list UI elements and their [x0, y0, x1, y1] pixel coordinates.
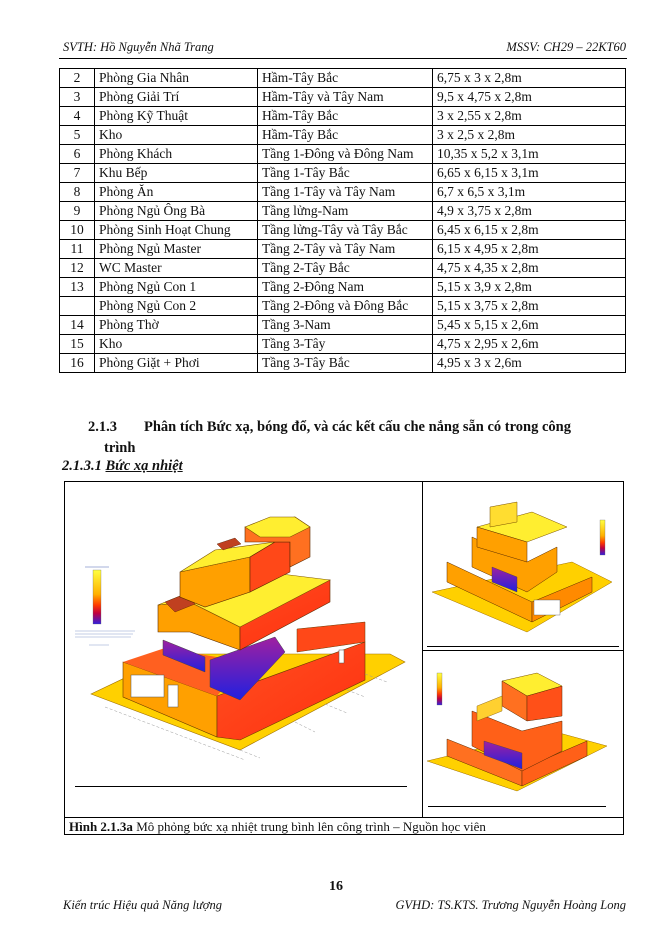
room-position: Tầng 1-Tây Bắc [258, 164, 433, 183]
table-row [60, 297, 626, 316]
room-number: 10 [60, 221, 95, 240]
room-position: Tầng 3-Tây [258, 335, 433, 354]
image-bottom-rule [428, 806, 606, 807]
room-dimensions: 5,15 x 3,75 x 2,8m [433, 297, 626, 316]
ground-door [168, 685, 178, 707]
room-dimensions: 4,95 x 3 x 2,6m [433, 354, 626, 373]
terrace [477, 696, 502, 721]
figure-frame [64, 481, 624, 835]
radiation-top-right-svg [422, 482, 623, 649]
room-position: Hầm-Tây Bắc [258, 69, 433, 88]
header-student: SVTH: Hồ Nguyễn Nhã Trang [63, 40, 214, 54]
table-row [60, 354, 626, 373]
room-number: 9 [60, 202, 95, 221]
table-row [60, 145, 626, 164]
legend-gradient-bar [93, 570, 101, 624]
room-position: Tầng 2-Tây và Tây Nam [258, 240, 433, 259]
ground-window [534, 600, 560, 615]
room-position: Tầng 2-Đông và Đông Bắc [258, 297, 433, 316]
subsection-title: Bức xạ nhiệt [105, 458, 183, 474]
room-position: Tầng lửng-Nam [258, 202, 433, 221]
room-number: 3 [60, 88, 95, 107]
room-number: 6 [60, 145, 95, 164]
room-dimensions: 6,45 x 6,15 x 2,8m [433, 221, 626, 240]
room-dimensions: 6,65 x 6,15 x 3,1m [433, 164, 626, 183]
caption-text: Mô phỏng bức xạ nhiệt trung bình lên công trình – Nguồn học viên [132, 819, 486, 834]
table-row [60, 202, 626, 221]
room-name: Phòng Giặt + Phơi [95, 354, 258, 373]
room-name: Phòng Khách [95, 145, 258, 164]
room-name: WC Master [95, 259, 258, 278]
room-number: 7 [60, 164, 95, 183]
section-number: 2.1.3 [88, 419, 117, 435]
table-row [60, 335, 626, 354]
table-row [60, 107, 626, 126]
table-row [60, 259, 626, 278]
room-number: 11 [60, 240, 95, 259]
room-dimensions: 4,75 x 2,95 x 2,6m [433, 335, 626, 354]
room-name: Phòng Thờ [95, 316, 258, 335]
room-position: Tầng 1-Tây và Tây Nam [258, 183, 433, 202]
room-number: 15 [60, 335, 95, 354]
room-position: Hầm-Tây Bắc [258, 107, 433, 126]
room-number: 14 [60, 316, 95, 335]
header-student-id: MSSV: CH29 – 22KT60 [506, 40, 626, 54]
section-title-line1: Phân tích Bức xạ, bóng đổ, và các kết cấu che nắng sẵn có trong công [144, 419, 571, 435]
room-name: Phòng Gia Nhân [95, 69, 258, 88]
table-row [60, 88, 626, 107]
room-name: Kho [95, 335, 258, 354]
room-name: Kho [95, 126, 258, 145]
room-name: Phòng Giải Trí [95, 88, 258, 107]
room-position: Tầng 3-Tây Bắc [258, 354, 433, 373]
room-name: Phòng Ngủ Con 1 [95, 278, 258, 297]
room-dimensions: 6,7 x 6,5 x 3,1m [433, 183, 626, 202]
room-table [59, 68, 626, 373]
room-number: 4 [60, 107, 95, 126]
room-dimensions: 10,35 x 5,2 x 3,1m [433, 145, 626, 164]
room-name: Khu Bếp [95, 164, 258, 183]
room-dimensions: 4,9 x 3,75 x 2,8m [433, 202, 626, 221]
image-bottom-rule [75, 786, 407, 787]
table-row [60, 221, 626, 240]
subsection-heading [62, 458, 183, 475]
radiation-view-main [65, 482, 423, 817]
footer-supervisor: GVHD: TS.KTS. Trương Nguyễn Hoàng Long [395, 898, 626, 912]
radiation-main-svg [65, 482, 422, 817]
room-dimensions: 6,75 x 3 x 2,8m [433, 69, 626, 88]
room-name: Phòng Sinh Hoạt Chung [95, 221, 258, 240]
room-position: Tầng 1-Đông và Đông Nam [258, 145, 433, 164]
room-position: Tầng 2-Tây Bắc [258, 259, 433, 278]
room-number: 13 [60, 278, 95, 297]
table-row [60, 240, 626, 259]
room-number: 12 [60, 259, 95, 278]
section-heading [88, 417, 628, 459]
room-dimensions: 3 x 2,5 x 2,8m [433, 126, 626, 145]
image-bottom-rule [427, 646, 619, 647]
radiation-view-top-right [422, 482, 623, 649]
room-dimensions: 4,75 x 4,35 x 2,8m [433, 259, 626, 278]
caption-label: Hình 2.1.3a [69, 819, 133, 834]
table-row [60, 316, 626, 335]
radiation-view-bottom-right [422, 651, 623, 817]
room-dimensions: 9,5 x 4,75 x 2,8m [433, 88, 626, 107]
page-number: 16 [329, 879, 343, 894]
room-number: 8 [60, 183, 95, 202]
room-position: Hầm-Tây Bắc [258, 126, 433, 145]
ground-window-1 [131, 675, 164, 697]
room-name: Phòng Ngủ Master [95, 240, 258, 259]
legend-gradient-bar [600, 520, 605, 555]
table-row [60, 164, 626, 183]
radiation-bottom-right-svg [422, 651, 623, 817]
room-position: Hầm-Tây và Tây Nam [258, 88, 433, 107]
subsection-number: 2.1.3.1 [62, 458, 102, 474]
section-title-line2: trình [104, 440, 136, 456]
room-position: Tầng 2-Đông Nam [258, 278, 433, 297]
room-number: 16 [60, 354, 95, 373]
color-legend [75, 567, 135, 645]
table-row [60, 183, 626, 202]
table-row [60, 278, 626, 297]
room-dimensions: 5,45 x 5,15 x 2,6m [433, 316, 626, 335]
room-position: Tầng 3-Nam [258, 316, 433, 335]
room-name: Phòng Ngủ Con 2 [95, 297, 258, 316]
footer-course: Kiến trúc Hiệu quả Năng lượng [63, 898, 222, 912]
figure-caption [65, 817, 623, 835]
room-number: 2 [60, 69, 95, 88]
room-number: 5 [60, 126, 95, 145]
room-number [60, 297, 95, 316]
room-name: Phòng Ăn [95, 183, 258, 202]
table-row [60, 126, 626, 145]
table-row [60, 69, 626, 88]
legend-gradient-bar [437, 673, 442, 705]
room-dimensions: 3 x 2,55 x 2,8m [433, 107, 626, 126]
side-door [339, 650, 344, 663]
room-position: Tầng lửng-Tây và Tây Bắc [258, 221, 433, 240]
room-name: Phòng Kỹ Thuật [95, 107, 258, 126]
room-dimensions: 6,15 x 4,95 x 2,8m [433, 240, 626, 259]
room-name: Phòng Ngủ Ông Bà [95, 202, 258, 221]
room-dimensions: 5,15 x 3,9 x 2,8m [433, 278, 626, 297]
header-rule [59, 58, 627, 59]
